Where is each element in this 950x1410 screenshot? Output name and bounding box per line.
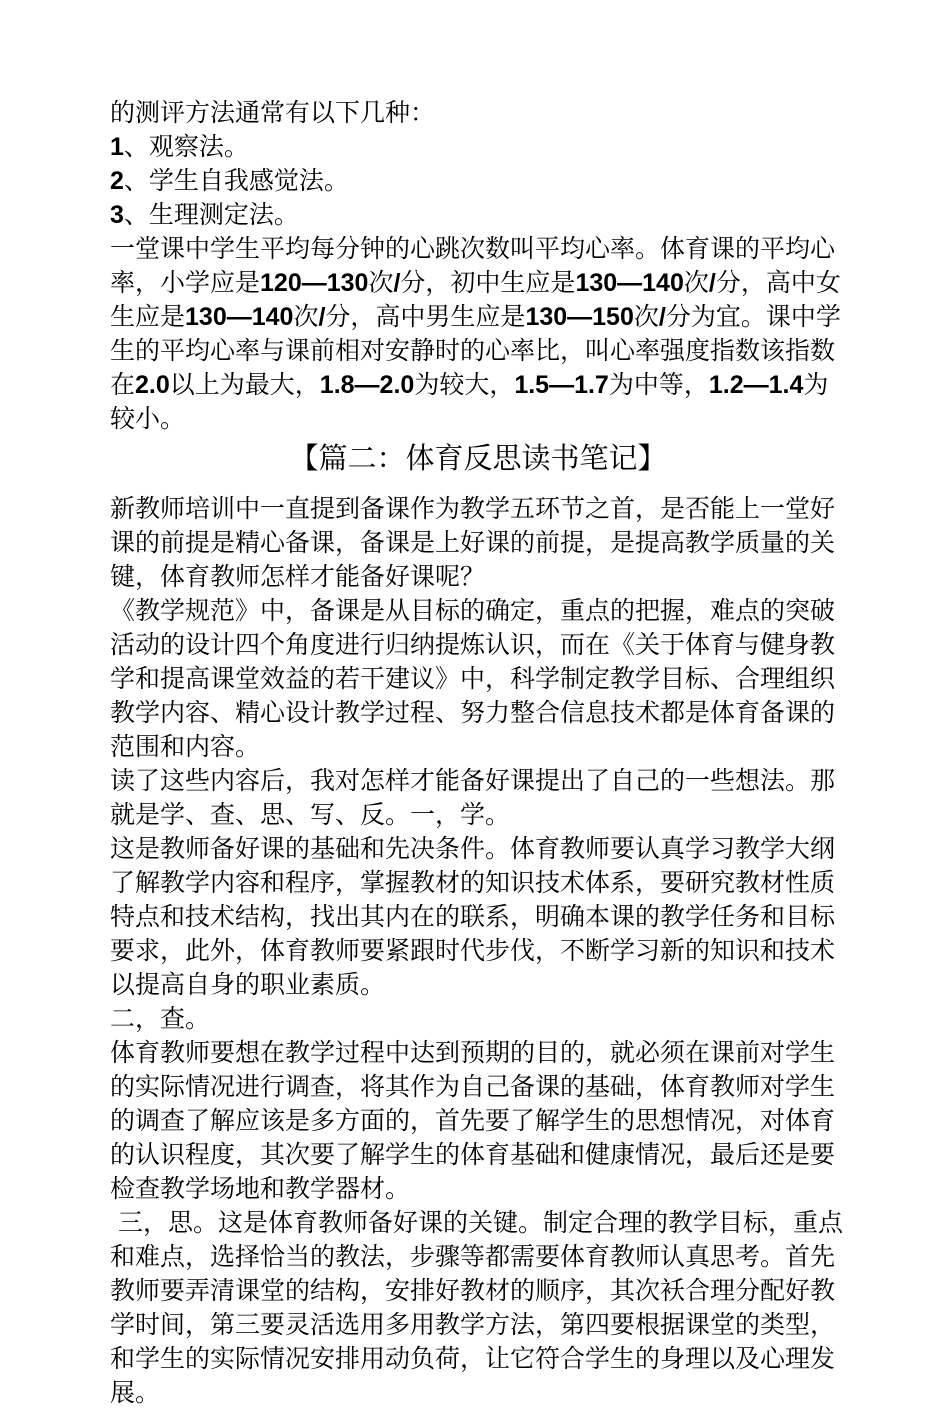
slash: / bbox=[318, 303, 326, 331]
method-item bbox=[110, 198, 846, 232]
paragraph: 新教师培训中一直提到备课作为教学五环节之首，是否能上一堂好课的前提是精心备课，备课是上好课的前提，是提高教学质量的关键，体育教师怎样才能备好课呢？ bbox=[110, 494, 836, 591]
method-text: 、生理测定法。 bbox=[123, 200, 299, 229]
method-number: 2 bbox=[110, 167, 124, 195]
text-run: 分为宜。课中学生的平均心率与课前相对安静时的心率比，叫心率强度指数该指数在 bbox=[110, 302, 841, 399]
method-number: 3 bbox=[110, 201, 124, 229]
max-index: 2.0 bbox=[135, 371, 170, 399]
text-run: 次 bbox=[633, 302, 659, 331]
primary-school-rate: 120—130 bbox=[260, 269, 369, 297]
document-page bbox=[110, 96, 846, 1410]
text-run: 次 bbox=[293, 302, 319, 331]
high-school-male-rate: 130—150 bbox=[525, 303, 634, 331]
paragraph: 三，思。这是体育教师备好课的关键。制定合理的教学目标，重点和难点，选择恰当的教法，步骤等都需要体育教师认真思考。首先教师要弄清课堂的结构，安排好教材的顺序，其次袄合理分配好教学时间，第三要灵活选用多用教学方法，第四要根据课堂的类型，和学生的实际情况安排用动负荷，让它符合学生的身理以及心理发展。 bbox=[110, 1208, 843, 1407]
slash: / bbox=[658, 303, 666, 331]
text-run: 分，高中女生应是 bbox=[110, 268, 841, 331]
paragraph: 《教学规范》中，备课是从目标的确定，重点的把握，难点的突破活动的设计四个角度进行归纳提炼认识，而在《关于体育与健身教学和提高课堂效益的若干建议》中，科学制定教学目标、合理组织教学内容、精心设计教学过程、努力整合信息技术都是体育备课的范围和内容。 bbox=[110, 596, 836, 761]
paragraph: 二，查。 bbox=[110, 1004, 211, 1033]
method-number: 1 bbox=[110, 133, 124, 161]
slash: / bbox=[708, 269, 716, 297]
medium-index: 1.5—1.7 bbox=[514, 371, 609, 399]
text-run: 以上为最大， bbox=[169, 370, 320, 399]
text-run: 为较小。 bbox=[110, 370, 829, 433]
section-title: 【篇二：体育反思读书笔记】 bbox=[289, 441, 667, 475]
text-run: 为较大， bbox=[414, 370, 515, 399]
heart-rate-paragraph bbox=[110, 232, 846, 436]
slash: / bbox=[393, 269, 401, 297]
high-school-female-rate: 130—140 bbox=[185, 303, 294, 331]
text-run: 分，初中生应是 bbox=[400, 268, 576, 297]
text-run: 一堂课中学生平均每分钟的心跳次数叫平均心率。体育课的平均心率，小学应是 bbox=[110, 234, 836, 297]
text-run: 分，高中男生应是 bbox=[325, 302, 526, 331]
method-item bbox=[110, 130, 846, 164]
text-run: 次 bbox=[368, 268, 394, 297]
paragraph: 这是教师备好课的基础和先决条件。体育教师要认真学习教学大纲了解教学内容和程序，掌握教材的知识技术体系，要研究教材性质特点和技术结构，找出其内在的联系，明确本课的教学任务和目标要求，此外，体育教师要紧跟时代步伐，不断学习新的知识和技术以提高自身的职业素质。 bbox=[110, 834, 836, 999]
intro-line: 的测评方法通常有以下几种： bbox=[110, 98, 436, 127]
paragraph: 体育教师要想在教学过程中达到预期的目的，就必须在课前对学生的实际情况进行调查，将其作为自己备课的基础，体育教师对学生的调查了解应该是多方面的，首先要了解学生的思想情况，对体育的认识程度，其次要了解学生的体育基础和健康情况，最后还是要检查教学场地和教学器材。 bbox=[110, 1038, 836, 1203]
text-run: 为中等， bbox=[608, 370, 709, 399]
large-index: 1.8—2.0 bbox=[319, 371, 415, 399]
middle-school-rate: 130—140 bbox=[575, 269, 684, 297]
text-run: 次 bbox=[683, 268, 709, 297]
small-index: 1.2—1.4 bbox=[708, 371, 804, 399]
method-item bbox=[110, 164, 846, 198]
method-text: 、学生自我感觉法。 bbox=[123, 166, 349, 195]
paragraph: 读了这些内容后，我对怎样才能备好课提出了自己的一些想法。那就是学、查、思、写、反。一，学。 bbox=[110, 766, 836, 829]
method-text: 、观察法。 bbox=[123, 132, 249, 161]
